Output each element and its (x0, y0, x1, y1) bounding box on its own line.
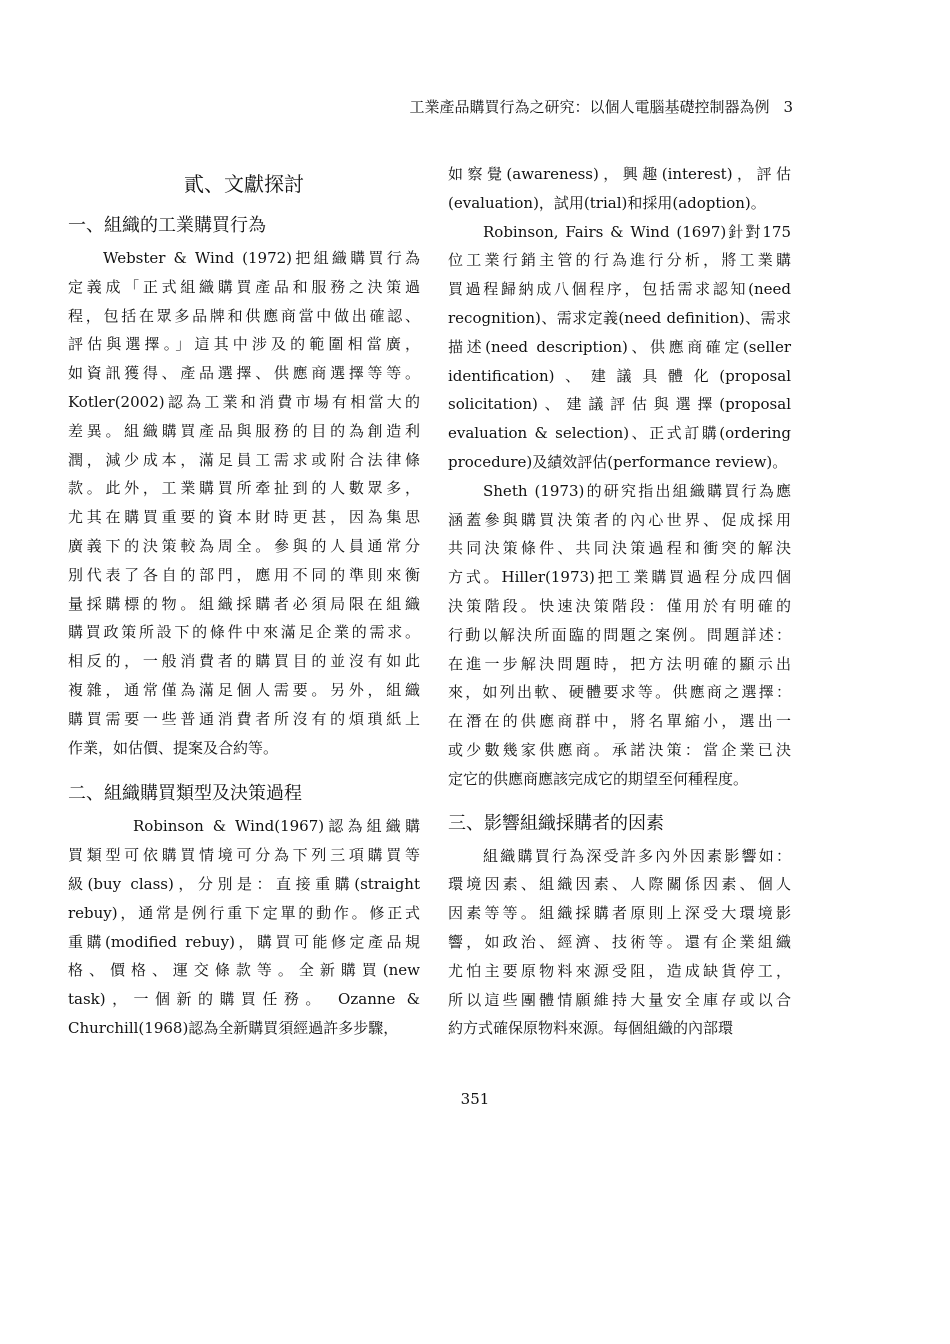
text-line: 買類型可依購買情境可分為下列三項購買等 (68, 846, 420, 865)
text-line: Webster & Wind (1972)把組織購買行為 (103, 249, 420, 267)
text-line: 買過程歸納成八個程序，包括需求認知(need (448, 280, 791, 299)
text-line: 行動以解決所面臨的問題之案例。問題詳述： (448, 625, 791, 644)
text-line: 在進一步解決問題時，把方法明確的顯示出 (448, 654, 791, 673)
text-line: 級(buy class)，分別是：直接重購(straight (68, 874, 420, 893)
text-line: recognition)、需求定義(need definition)、需求 (448, 308, 791, 327)
text-line: 在潛在的供應商群中，將名單縮小，選出一 (448, 712, 791, 731)
right-column (448, 160, 791, 1043)
section-title: 貳、文獻探討 (184, 172, 304, 196)
text-line: Kotler(2002)認為工業和消費市場有相當大的 (68, 392, 420, 411)
paragraph (448, 842, 791, 1044)
text-line: 所以這些團體情願維持大量安全庫存或以合 (448, 990, 791, 1009)
text-line: (evaluation)，試用(trial)和採用(adoption)。 (448, 193, 766, 212)
paragraph (448, 160, 791, 218)
text-line: 差異。組織購買產品與服務的目的為創造利 (68, 421, 420, 440)
text-line: identification)、建議具體化(proposal (448, 366, 791, 385)
subsection-title: 三、影響組織採購者的因素 (448, 812, 664, 834)
paragraph (68, 812, 420, 1042)
text-line: Robinson, Fairs & Wind (1697)針對175 (483, 222, 791, 241)
text-line: 如察覺(awareness)，興趣(interest)，評估 (448, 165, 791, 183)
text-line: 約方式確保原物料來源。每個組織的內部環 (448, 1019, 734, 1038)
text-line: 方式。Hiller(1973)把工業購買過程分成四個 (448, 568, 791, 587)
text-line: 尤怕主要原物料來源受阻，造成缺貨停工， (448, 961, 791, 980)
text-line: task)，一個新的購買任務。 Ozanne & (68, 990, 420, 1009)
running-title: 工業產品購買行為之研究：以個人電腦基礎控制器為例 (409, 98, 770, 116)
text-line: 定它的供應商應該完成它的期望至何種程度。 (448, 769, 749, 788)
text-line: 來，如列出軟、硬體要求等。供應商之選擇： (448, 683, 791, 702)
text-line: 別代表了各自的部門，應用不同的準則來衡 (68, 565, 420, 584)
text-line: 款。此外，工業購買所牽扯到的人數眾多， (68, 479, 420, 498)
text-line: 位工業行銷主管的行為進行分析，將工業購 (448, 251, 791, 270)
text-line: solicitation)、建議評估與選擇(proposal (448, 395, 791, 414)
text-line: 環境因素、組織因素、人際關係因素、個人 (448, 875, 791, 894)
text-line: 因素等等。組織採購者原則上深受大環境影 (448, 904, 791, 923)
text-line: 相反的，一般消費者的購買目的並沒有如此 (68, 652, 420, 671)
text-line: 程，包括在眾多品牌和供應商當中做出確認、 (68, 306, 420, 325)
subsection-title: 二、組織購買類型及決策過程 (68, 783, 302, 805)
text-line: 潤，減少成本，滿足員工需求或附合法律條 (68, 450, 420, 469)
text-line: evaluation & selection)、正式訂購(ordering (448, 424, 791, 443)
text-line: 組織購買行為深受許多內外因素影響如： (483, 846, 791, 865)
text-line: 重購(modified rebuy)，購買可能修定產品規 (68, 932, 420, 951)
left-column (68, 160, 420, 1043)
running-header (0, 96, 793, 117)
text-line: 廣義下的決策較為周全。參與的人員通常分 (68, 536, 420, 555)
text-line: 量採購標的物。組織採購者必須局限在組織 (68, 594, 420, 613)
text-line: Sheth (1973)的研究指出組織購買行為應 (483, 481, 791, 500)
text-line: 購買需要一些普通消費者所沒有的煩瑣紙上 (68, 709, 420, 728)
subsection-title: 一、組織的工業購買行為 (68, 215, 266, 236)
text-line: 決策階段。快速決策階段：僅用於有明確的 (448, 596, 791, 615)
text-line: 作業，如估價、提案及合約等。 (68, 738, 279, 757)
header-page-number: 3 (783, 98, 793, 116)
text-line: 共同決策條件、共同決策過程和衝突的解決 (448, 539, 791, 558)
text-line: 涵蓋參與購買決策者的內心世界、促成採用 (448, 510, 791, 529)
text-line: rebuy)，通常是例行重下定單的動作。修正式 (68, 903, 420, 922)
text-line: 如資訊獲得、產品選擇、供應商選擇等等。 (68, 364, 420, 383)
text-line: 購買政策所設下的條件中來滿足企業的需求。 (68, 623, 420, 642)
text-line: 格、價格、運交條款等。全新購買(new (68, 961, 420, 980)
page-footer-number: 351 (460, 1090, 490, 1108)
text-line: 評估與選擇。」這其中涉及的範圍相當廣， (68, 335, 420, 354)
text-line: 複雜，通常僅為滿足個人需要。另外，組織 (68, 680, 420, 699)
paragraph (68, 244, 420, 762)
text-line: Robinson & Wind(1967)認為組織購 (133, 817, 420, 836)
text-line: 定義成「正式組織購買產品和服務之決策過 (68, 277, 420, 296)
text-line: Churchill(1968)認為全新購買須經過許多步驟， (68, 1018, 399, 1037)
paragraph (448, 477, 791, 794)
paragraph (448, 218, 791, 477)
text-line: 響，如政治、經濟、技術等。還有企業組織 (448, 932, 791, 951)
text-line: 或少數幾家供應商。承諾決策：當企業已決 (448, 740, 791, 759)
text-line: 描述(need description)、供應商確定(seller (448, 337, 791, 356)
text-line: procedure)及績效評估(performance review)。 (448, 452, 788, 471)
text-line: 尤其在購買重要的資本財時更甚，因為集思 (68, 508, 420, 527)
